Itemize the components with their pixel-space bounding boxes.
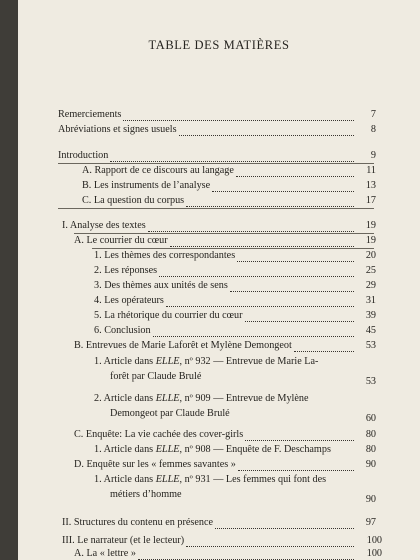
toc-entry-c-1 bbox=[94, 444, 331, 456]
dot-leader bbox=[245, 432, 354, 441]
dot-leader bbox=[230, 283, 354, 292]
toc-entry-part-1 bbox=[62, 220, 376, 232]
toc-entry-intro-c bbox=[82, 195, 376, 207]
entry-label: 3. Des thèmes aux unités de sens bbox=[94, 280, 228, 291]
entry-prefix: 2. Article dans bbox=[94, 393, 156, 404]
toc-entry-d-1 bbox=[94, 474, 326, 486]
dot-leader bbox=[179, 127, 354, 136]
entry-label: 1. Les thèmes des correspondantes bbox=[94, 250, 236, 261]
entry-label: I. Analyse des textes bbox=[62, 220, 146, 231]
page-number: 80 bbox=[365, 444, 376, 455]
entry-prefix: 1. Article dans bbox=[94, 444, 156, 455]
page-number: 13 bbox=[365, 180, 376, 191]
entry-label: C. La question du corpus bbox=[82, 195, 185, 206]
magazine-title: ELLE bbox=[155, 474, 180, 485]
entry-label: A. Rapport de ce discours au langage bbox=[82, 165, 234, 176]
entry-label: A. Le courrier du cœur bbox=[74, 235, 168, 246]
entry-label: Remerciements bbox=[58, 109, 122, 120]
entry-label: B. Les instruments de l’analyse bbox=[82, 180, 211, 191]
toc-entry-intro-b bbox=[82, 180, 376, 192]
toc-entry-part-1-c bbox=[74, 429, 376, 441]
page-number: 19 bbox=[365, 235, 376, 246]
entry-label: Introduction bbox=[58, 150, 109, 161]
dot-leader bbox=[123, 112, 354, 121]
toc-entry-intro-a bbox=[82, 165, 376, 177]
toc-entry-part-1-b bbox=[74, 340, 376, 352]
divider bbox=[92, 248, 374, 249]
toc-entry-a-1 bbox=[94, 250, 376, 262]
page-number: 53 bbox=[365, 376, 376, 387]
page-number: 45 bbox=[365, 325, 376, 336]
page-number: 90 bbox=[365, 459, 376, 470]
page-number: 29 bbox=[365, 280, 376, 291]
dot-leader bbox=[159, 268, 354, 277]
toc-entry-d-1-continued: métiers d’homme bbox=[110, 489, 182, 500]
toc-entry-part-3-a bbox=[74, 548, 382, 560]
toc-entry-a-4 bbox=[94, 295, 376, 307]
page-number: 17 bbox=[365, 195, 376, 206]
entry-label: 2. Les réponses bbox=[94, 265, 158, 276]
toc-entry-part-2 bbox=[62, 517, 376, 529]
toc-entry-introduction bbox=[58, 150, 376, 162]
magazine-title: ELLE bbox=[155, 393, 180, 404]
entry-label: C. Enquête: La vie cachée des cover-girls bbox=[74, 429, 244, 440]
page-number: 39 bbox=[365, 310, 376, 321]
entry-label: Abréviations et signes usuels bbox=[58, 124, 177, 135]
dot-leader bbox=[237, 253, 354, 262]
page-number: 9 bbox=[370, 150, 376, 161]
toc-entry-b-2 bbox=[94, 393, 309, 405]
dot-leader bbox=[166, 298, 354, 307]
entry-label: II. Structures du contenu en présence bbox=[62, 517, 214, 528]
page-number: 100 bbox=[366, 548, 382, 559]
entry-label: B. Entrevues de Marie Laforêt et Mylène Demongeot bbox=[74, 340, 292, 351]
entry-detail: , nº 909 — Entrevue de Mylène bbox=[179, 393, 309, 404]
divider bbox=[74, 233, 374, 234]
toc-entry-a-5 bbox=[94, 310, 376, 322]
toc-entry-part-1-a bbox=[74, 235, 376, 247]
dot-leader bbox=[294, 343, 354, 352]
entry-detail: , nº 908 — Enquête de F. Deschamps bbox=[179, 444, 331, 455]
toc-entry-b-1 bbox=[94, 356, 318, 368]
page-number: 31 bbox=[365, 295, 376, 306]
dot-leader bbox=[245, 313, 354, 322]
page-number: 11 bbox=[366, 165, 376, 176]
page-number: 19 bbox=[365, 220, 376, 231]
dot-leader bbox=[215, 520, 354, 529]
dot-leader bbox=[138, 551, 354, 560]
page-number: 97 bbox=[365, 517, 376, 528]
page-title: TABLE DES MATIÈRES bbox=[148, 38, 290, 52]
page-number: 20 bbox=[365, 250, 376, 261]
dot-leader bbox=[186, 198, 354, 207]
toc-entry-abreviations bbox=[58, 124, 376, 136]
dot-leader bbox=[170, 238, 354, 247]
toc-entry-remerciements bbox=[58, 109, 376, 121]
page-number: 8 bbox=[370, 124, 376, 135]
entry-label: 6. Conclusion bbox=[94, 325, 151, 336]
dot-leader bbox=[186, 538, 354, 547]
dot-leader bbox=[212, 183, 354, 192]
entry-detail: , nº 932 — Entrevue de Marie La- bbox=[179, 356, 319, 367]
magazine-title: ELLE bbox=[155, 444, 180, 455]
divider bbox=[58, 163, 374, 164]
entry-prefix: 1. Article dans bbox=[94, 474, 156, 485]
toc-entry-a-6 bbox=[94, 325, 376, 337]
dot-leader bbox=[153, 328, 354, 337]
entry-label: 5. La rhétorique du courrier du cœur bbox=[94, 310, 243, 321]
entry-label: 4. Les opérateurs bbox=[94, 295, 164, 306]
entry-label: A. La « lettre » bbox=[74, 548, 136, 559]
page-number: 53 bbox=[365, 340, 376, 351]
entry-prefix: 1. Article dans bbox=[94, 356, 156, 367]
book-page bbox=[18, 0, 420, 560]
toc-entry-part-1-d bbox=[74, 459, 376, 471]
toc-entry-b-1-continued: forêt par Claude Brulé bbox=[110, 371, 202, 382]
entry-detail: , nº 931 — Les femmes qui font des bbox=[179, 474, 327, 485]
toc-entry-a-2 bbox=[94, 265, 376, 277]
entry-label: D. Enquête sur les « femmes savantes » bbox=[74, 459, 236, 470]
toc-entry-part-3 bbox=[62, 535, 382, 547]
page-number: 60 bbox=[365, 413, 376, 424]
page-number: 80 bbox=[365, 429, 376, 440]
dot-leader bbox=[148, 223, 354, 232]
divider bbox=[58, 208, 374, 209]
page-number: 90 bbox=[365, 494, 376, 505]
dot-leader bbox=[238, 462, 354, 471]
magazine-title: ELLE bbox=[155, 356, 180, 367]
page-number: 25 bbox=[365, 265, 376, 276]
toc-entry-a-3 bbox=[94, 280, 376, 292]
entry-label: III. Le narrateur (et le lecteur) bbox=[62, 535, 185, 546]
toc-entry-b-2-continued: Demongeot par Claude Brulé bbox=[110, 408, 230, 419]
page-number: 100 bbox=[366, 535, 382, 546]
dot-leader bbox=[110, 153, 354, 162]
dot-leader bbox=[236, 168, 354, 177]
page-number: 7 bbox=[370, 109, 376, 120]
